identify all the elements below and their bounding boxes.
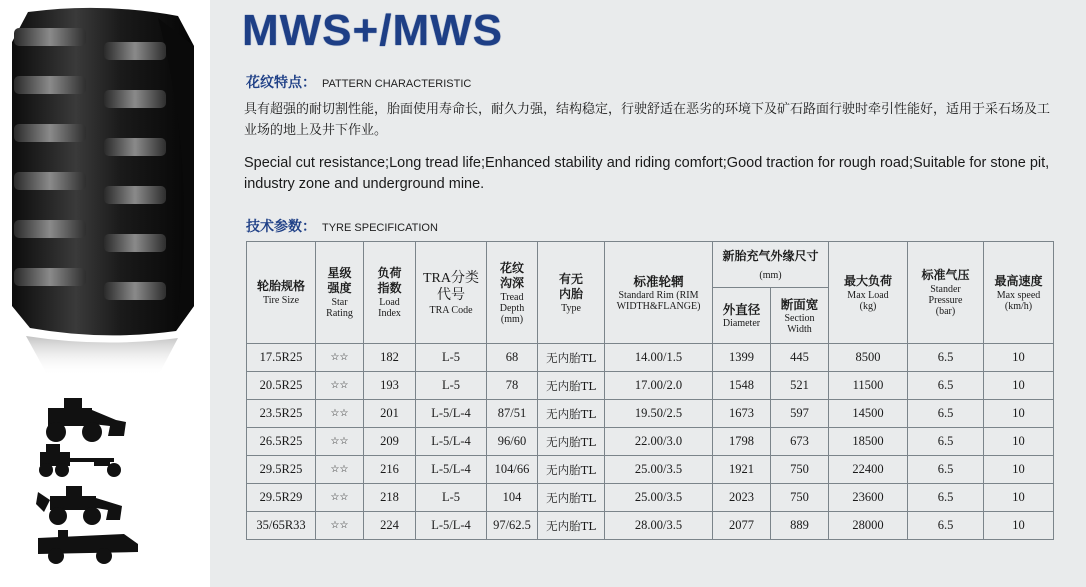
cell-tra-code: L-5 [416, 372, 487, 400]
backhoe-loader-icon [36, 486, 122, 525]
cell-load-index: 182 [364, 344, 416, 372]
header-tread-depth: 花纹沟深 Tread Depth (mm) [487, 242, 538, 344]
cell-tread-depth: 87/51 [487, 400, 538, 428]
cell-tra-code: L-5/L-4 [416, 512, 487, 540]
cell-type: 无内胎TL [538, 456, 605, 484]
cell-load-index: 216 [364, 456, 416, 484]
table-row [247, 512, 1054, 540]
cell-tra-code: L-5/L-4 [416, 400, 487, 428]
header-diameter: 外直径 Diameter [713, 288, 771, 344]
cell-pressure: 6.5 [908, 512, 984, 540]
spec-table-body [247, 344, 1054, 540]
cell-load-index: 201 [364, 400, 416, 428]
cell-tread-depth: 104 [487, 484, 538, 512]
underground-loader-icon [38, 530, 138, 564]
cell-tra-code: L-5/L-4 [416, 428, 487, 456]
cell-max-load: 18500 [829, 428, 908, 456]
cell-star-rating: ☆☆ [316, 484, 364, 512]
cell-pressure: 6.5 [908, 400, 984, 428]
cell-max-speed: 10 [984, 512, 1054, 540]
cell-pressure: 6.5 [908, 372, 984, 400]
tire-image [8, 6, 198, 376]
cell-standard-rim: 17.00/2.0 [605, 372, 713, 400]
cell-star-rating: ☆☆ [316, 344, 364, 372]
cell-max-load: 8500 [829, 344, 908, 372]
pattern-heading [246, 72, 471, 92]
pattern-heading-cn: 花纹特点： [246, 75, 316, 91]
cell-max-speed: 10 [984, 344, 1054, 372]
image-panel [0, 0, 210, 587]
cell-section-width: 521 [771, 372, 829, 400]
header-tra-code: TRA分类代号 TRA Code [416, 242, 487, 344]
cell-load-index: 224 [364, 512, 416, 540]
cell-type: 无内胎TL [538, 484, 605, 512]
cell-tire-size: 20.5R25 [247, 372, 316, 400]
cell-diameter: 1548 [713, 372, 771, 400]
header-star-rating: 星级强度 Star Rating [316, 242, 364, 344]
cell-type: 无内胎TL [538, 428, 605, 456]
header-load-index: 负荷指数 Load Index [364, 242, 416, 344]
cell-tread-depth: 104/66 [487, 456, 538, 484]
cell-load-index: 218 [364, 484, 416, 512]
cell-max-speed: 10 [984, 456, 1054, 484]
cell-pressure: 6.5 [908, 456, 984, 484]
cell-load-index: 193 [364, 372, 416, 400]
cell-tire-size: 23.5R25 [247, 400, 316, 428]
cell-diameter: 1921 [713, 456, 771, 484]
cell-type: 无内胎TL [538, 344, 605, 372]
cell-star-rating: ☆☆ [316, 456, 364, 484]
cell-max-load: 28000 [829, 512, 908, 540]
machines-group [34, 396, 144, 566]
header-standard-rim: 标准轮辋 Standard Rim (RIM WIDTH&FLANGE) [605, 242, 713, 344]
cell-diameter: 1798 [713, 428, 771, 456]
cell-standard-rim: 19.50/2.5 [605, 400, 713, 428]
pattern-description-en: Special cut resistance;Long tread life;Enhanced stability and riding comfort;Good traction for rough road;Suitable for stone pit, industry zone and underground mine. [244, 155, 1050, 192]
spec-heading [246, 216, 438, 236]
cell-tread-depth: 78 [487, 372, 538, 400]
header-max-speed: 最高速度 Max speed (km/h) [984, 242, 1054, 344]
cell-tire-size: 29.5R25 [247, 456, 316, 484]
cell-max-load: 14500 [829, 400, 908, 428]
spec-table [246, 241, 1054, 540]
page-title: MWS+/MWS [242, 6, 503, 55]
table-row [247, 344, 1054, 372]
cell-diameter: 2023 [713, 484, 771, 512]
wheel-loader-icon [46, 398, 126, 442]
header-pressure: 标准气压 Stander Pressure (bar) [908, 242, 984, 344]
cell-tread-depth: 68 [487, 344, 538, 372]
cell-diameter: 2077 [713, 512, 771, 540]
cell-standard-rim: 25.00/3.5 [605, 456, 713, 484]
cell-tra-code: L-5 [416, 484, 487, 512]
table-row [247, 484, 1054, 512]
cell-section-width: 673 [771, 428, 829, 456]
cell-tire-size: 17.5R25 [247, 344, 316, 372]
header-new-tire-dims: 新胎充气外缘尺寸(mm) [713, 242, 829, 288]
table-row [247, 428, 1054, 456]
cell-max-speed: 10 [984, 428, 1054, 456]
table-row [247, 456, 1054, 484]
cell-tire-size: 29.5R29 [247, 484, 316, 512]
table-row [247, 372, 1054, 400]
cell-max-speed: 10 [984, 484, 1054, 512]
header-tire-size: 轮胎规格 Tire Size [247, 242, 316, 344]
cell-star-rating: ☆☆ [316, 400, 364, 428]
cell-max-load: 22400 [829, 456, 908, 484]
motor-grader-icon [39, 444, 121, 477]
cell-type: 无内胎TL [538, 400, 605, 428]
table-row [247, 400, 1054, 428]
cell-star-rating: ☆☆ [316, 512, 364, 540]
header-type: 有无内胎 Type [538, 242, 605, 344]
cell-max-speed: 10 [984, 400, 1054, 428]
cell-star-rating: ☆☆ [316, 372, 364, 400]
cell-max-load: 11500 [829, 372, 908, 400]
header-section-width: 断面宽 Section Width [771, 288, 829, 344]
cell-type: 无内胎TL [538, 512, 605, 540]
header-max-load: 最大负荷 Max Load (kg) [829, 242, 908, 344]
cell-tire-size: 26.5R25 [247, 428, 316, 456]
cell-section-width: 889 [771, 512, 829, 540]
cell-pressure: 6.5 [908, 484, 984, 512]
spec-heading-cn: 技术参数： [246, 219, 316, 235]
cell-standard-rim: 28.00/3.5 [605, 512, 713, 540]
cell-section-width: 445 [771, 344, 829, 372]
cell-standard-rim: 14.00/1.5 [605, 344, 713, 372]
cell-tread-depth: 97/62.5 [487, 512, 538, 540]
cell-diameter: 1399 [713, 344, 771, 372]
cell-section-width: 750 [771, 484, 829, 512]
cell-tire-size: 35/65R33 [247, 512, 316, 540]
cell-standard-rim: 25.00/3.5 [605, 484, 713, 512]
cell-type: 无内胎TL [538, 372, 605, 400]
cell-max-speed: 10 [984, 372, 1054, 400]
spec-heading-en: TYRE SPECIFICATION [322, 222, 438, 234]
cell-section-width: 597 [771, 400, 829, 428]
cell-pressure: 6.5 [908, 428, 984, 456]
pattern-heading-en: PATTERN CHARACTERISTIC [322, 78, 472, 90]
cell-star-rating: ☆☆ [316, 428, 364, 456]
cell-standard-rim: 22.00/3.0 [605, 428, 713, 456]
cell-load-index: 209 [364, 428, 416, 456]
cell-pressure: 6.5 [908, 344, 984, 372]
cell-section-width: 750 [771, 456, 829, 484]
content-area [210, 0, 1086, 587]
pattern-description-cn: 具有超强的耐切割性能，胎面使用寿命长，耐久力强，结构稳定，行驶舒适在恶劣的环境下及矿石路面行驶时牵引性能好，适用于采石场及工业场的地上及井下作业。 [244, 102, 1051, 138]
cell-max-load: 23600 [829, 484, 908, 512]
cell-tra-code: L-5 [416, 344, 487, 372]
cell-tra-code: L-5/L-4 [416, 456, 487, 484]
cell-tread-depth: 96/60 [487, 428, 538, 456]
cell-diameter: 1673 [713, 400, 771, 428]
